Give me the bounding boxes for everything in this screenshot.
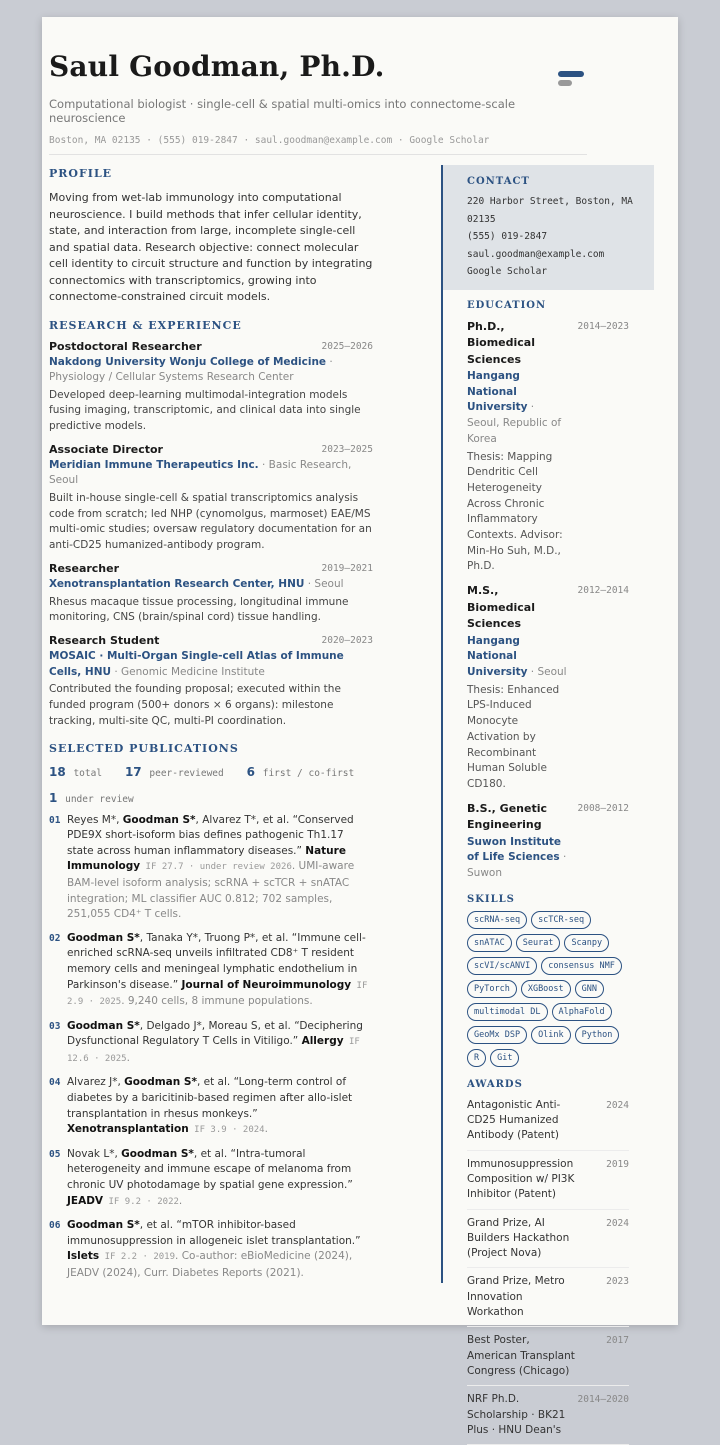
skill-chip: Scanpy [564, 934, 609, 952]
publication-notes: . 9,240 cells, 8 immune populations. [121, 995, 312, 1007]
job-entry [49, 562, 373, 626]
skill-chip: consensus NMF [541, 957, 622, 975]
publication-meta: IF 2.2 · 2019 [99, 1252, 175, 1262]
skill-chip: scTCR-seq [531, 911, 591, 929]
publication-authors-pre: Alvarez J*, [67, 1076, 124, 1088]
job-title: Postdoctoral Researcher [49, 340, 373, 353]
job-description: Contributed the founding proposal; executed within the funded program (500+ donors × 6 organs): milestone tracking, multi-site QC, multi-PI coordination. [49, 682, 373, 729]
job-org [49, 355, 373, 386]
publication-item [49, 1218, 373, 1281]
education-institution [467, 835, 567, 882]
job-org-name: Meridian Immune Therapeutics Inc. [49, 459, 259, 471]
education-institution [467, 369, 567, 448]
stat-under-review: 1 under review [49, 791, 373, 805]
skill-chip: AlphaFold [552, 1003, 612, 1021]
job-dates: 2019–2021 [322, 563, 373, 574]
publication-journal: Xenotransplantation [67, 1123, 189, 1135]
award-title: Grand Prize, AI Builders Hackathon (Project Nova) [467, 1216, 579, 1262]
publication-number: 04 [49, 1075, 60, 1091]
award-year: 2014–2020 [578, 1392, 629, 1407]
education-entry [467, 801, 629, 882]
publication-item [49, 1019, 373, 1068]
education-dates: 2008–2012 [578, 803, 629, 814]
profile-heading: PROFILE [49, 167, 373, 180]
job-entry [49, 443, 373, 554]
publication-journal: Islets [67, 1250, 99, 1262]
publication-meta: IF 12.6 · 2025 [67, 1037, 360, 1064]
skill-chip: PyTorch [467, 980, 517, 998]
education-institution-name: Suwon Institute of Life Sciences [467, 836, 561, 864]
publication-notes: . [127, 1052, 130, 1064]
publication-title: , Delgado J*, Moreau S, et al. “Deciphering Dysfunctional Regulatory T Cells in Vitiligo.” [67, 1020, 363, 1048]
tagline: Computational biologist · single-cell & spatial multi-omics into connectome-scale neuroscience [49, 97, 589, 125]
profile-text: Moving from wet-lab immunology into computational neuroscience. I build methods that infer cellular identity, state, and interaction from large, incomplete single-cell and spatial data. Research objective: connect molecular cell identity to circuit structure and function by integrating connectomics with transcriptomics, growing into connectome-constrained circuit models. [49, 190, 373, 306]
publication-self-author: Goodman S* [67, 932, 140, 944]
publication-number: 05 [49, 1147, 60, 1163]
education-location: · Seoul, Republic of Korea [467, 401, 561, 444]
education-dates: 2012–2014 [578, 585, 629, 596]
publication-item [49, 1075, 373, 1138]
award-title: Grand Prize, Metro Innovation Workathon [467, 1274, 579, 1320]
education-institution-name: Hangang National University [467, 370, 527, 413]
job-title: Associate Director [49, 443, 373, 456]
publication-number: 03 [49, 1019, 60, 1035]
award-item [467, 1327, 629, 1386]
job-dates: 2020–2023 [322, 635, 373, 646]
publication-meta: IF 9.2 · 2022 [103, 1197, 179, 1207]
publication-notes: . [179, 1195, 182, 1207]
education-entry [467, 583, 629, 793]
publication-number: 01 [49, 813, 60, 829]
education-location: · Seoul [527, 666, 566, 678]
skill-chip: R [467, 1049, 486, 1067]
job-org-name: Xenotransplantation Research Center, HNU [49, 578, 304, 590]
publication-number: 06 [49, 1218, 60, 1234]
skill-chip: Git [490, 1049, 519, 1067]
experience-list [49, 340, 373, 730]
publication-title: , et al. “mTOR inhibitor-based immunosuppression in allogeneic islet transplantation.” [67, 1219, 361, 1247]
skill-chip: scVI/scANVI [467, 957, 537, 975]
publication-meta: IF 27.7 · under review 2026 [140, 862, 292, 872]
contact-scholar-link[interactable]: Google Scholar [467, 263, 638, 281]
award-year: 2024 [606, 1216, 629, 1231]
publication-item [49, 1147, 373, 1210]
skill-chip: GeoMx DSP [467, 1026, 527, 1044]
contact-values [467, 193, 638, 281]
publication-title: , Tanaka Y*, Truong P*, et al. “Immune cell-enriched scRNA-seq unveils infiltrated CD8⁺ T resident memory cells and meningeal lymphatic endothelium in Parkinson's disease.” [67, 932, 366, 991]
publications-heading: SELECTED PUBLICATIONS [49, 742, 373, 755]
award-title: Immunosuppression Composition w/ PI3K Inhibitor (Patent) [467, 1157, 579, 1203]
education-institution [467, 634, 567, 681]
job-entry [49, 634, 373, 729]
education-thesis: Thesis: Enhanced LPS-Induced Monocyte Activation by Recombinant Human Soluble CD180. [467, 683, 567, 793]
award-year: 2019 [606, 1157, 629, 1172]
skill-chip: Olink [531, 1026, 571, 1044]
contact-email[interactable]: saul.goodman@example.com [467, 246, 638, 264]
publication-journal: Allergy [302, 1035, 344, 1047]
education-section [443, 300, 629, 1445]
education-degree: Ph.D., Biomedical Sciences [467, 319, 567, 369]
publication-title: , et al. “Intra-tumoral heterogeneity and immune escape of melanoma from chronic UV photodamage by spatial gene expression.” [67, 1148, 353, 1191]
education-degree: B.S., Genetic Engineering [467, 801, 567, 834]
skill-chip: multimodal DL [467, 1003, 548, 1021]
skill-chip: XGBoost [521, 980, 571, 998]
job-description: Developed deep-learning multimodal-integration models fusing imaging, transcriptomic, and clinical data into single predictive models. [49, 388, 373, 435]
publication-meta: IF 2.9 · 2025 [67, 981, 367, 1008]
award-item [467, 1386, 629, 1445]
awards-list [467, 1092, 629, 1445]
award-item [467, 1092, 629, 1151]
publication-list [49, 813, 373, 1282]
awards-heading: AWARDS [467, 1079, 629, 1090]
publication-authors-pre: Reyes M*, [67, 814, 123, 826]
publication-stats [49, 765, 373, 779]
contact-heading: CONTACT [467, 176, 638, 187]
logo-icon [558, 71, 584, 86]
education-degree: M.S., Biomedical Sciences [467, 583, 567, 633]
publication-self-author: Goodman S* [67, 1219, 140, 1231]
header-divider [49, 154, 587, 155]
award-item [467, 1151, 629, 1210]
job-description: Built in-house single-cell & spatial transcriptomics analysis code from scratch; led NHP (cynomolgus, marmoset) EAE/MS multi-omic studies; oversaw regulatory documentation for an anti-CD25 humanized-antibody program. [49, 491, 373, 554]
stat-total: 18 total [49, 768, 102, 779]
publication-notes: . [265, 1123, 268, 1135]
contact-phone: (555) 019-2847 [467, 228, 638, 246]
job-dates: 2025–2026 [322, 341, 373, 352]
job-org-location: · Seoul [304, 578, 343, 590]
publication-journal: JEADV [67, 1195, 103, 1207]
skill-chip: Seurat [516, 934, 561, 952]
job-org [49, 458, 373, 489]
header-contact-line: Boston, MA 02135 · (555) 019-2847 · saul.goodman@example.com · Google Scholar [49, 135, 589, 146]
publication-title: , Alvarez T*, et al. “Conserved PDE9X short-isoform bias defines pathogenic Th1.17 state across human inflammatory diseases.” [67, 814, 354, 857]
contact-box [443, 165, 654, 290]
publication-title: , et al. “Long-term control of diabetes by a baricitinib-based regimen after allo-islet transplantation in rhesus monkeys.” [67, 1076, 352, 1119]
award-year: 2017 [606, 1333, 629, 1348]
main-column [49, 165, 373, 1282]
award-title: Antagonistic Anti-CD25 Humanized Antibody (Patent) [467, 1098, 579, 1144]
skill-chip: snATAC [467, 934, 512, 952]
job-title: Research Student [49, 634, 373, 647]
publication-meta: IF 3.9 · 2024 [189, 1125, 265, 1135]
stat-peer-reviewed: 17 peer-reviewed [125, 768, 224, 779]
publication-self-author: Goodman S* [124, 1076, 197, 1088]
education-dates: 2014–2023 [578, 321, 629, 332]
job-entry [49, 340, 373, 435]
publication-journal: Nature Immunology [67, 845, 346, 873]
experience-heading: RESEARCH & EXPERIENCE [49, 319, 373, 332]
education-institution-name: Hangang National University [467, 635, 527, 678]
publication-self-author: Goodman S* [67, 1020, 140, 1032]
sidebar [443, 165, 654, 1445]
award-year: 2024 [606, 1098, 629, 1113]
person-name: Saul Goodman, Ph.D. [49, 50, 589, 83]
publication-notes: . UMI-aware BAM-level isoform analysis; scRNA + scTCR + snATAC integration; ML classifier AUC 0.812; 702 samples, 251,055 CD4⁺ T cells. [67, 860, 354, 920]
award-item [467, 1210, 629, 1269]
award-title: NRF Ph.D. Scholarship · BK21 Plus · HNU Dean's [467, 1392, 579, 1438]
job-org-name: Nakdong University Wonju College of Medicine [49, 356, 326, 368]
award-title: Best Poster, American Transplant Congress (Chicago) [467, 1333, 579, 1379]
publication-number: 02 [49, 931, 60, 947]
publication-journal: Journal of Neuroimmunology [182, 979, 352, 991]
skill-chip: GNN [575, 980, 604, 998]
education-heading: EDUCATION [467, 300, 629, 311]
stat-first: 6 first / co-first [247, 768, 355, 779]
skill-chip: scRNA-seq [467, 911, 527, 929]
contact-address: 220 Harbor Street, Boston, MA 02135 [467, 193, 638, 228]
publication-notes: . Co-author: eBioMedicine (2024), JEADV (2024), Curr. Diabetes Reports (2021). [67, 1250, 352, 1279]
award-item [467, 1268, 629, 1327]
job-org-location: · Basic Research, Seoul [49, 459, 351, 487]
job-dates: 2023–2025 [322, 444, 373, 455]
education-thesis: Thesis: Mapping Dendritic Cell Heterogeneity Across Chronic Inflammatory Contexts. Advisor: Min-Ho Suh, M.D., Ph.D. [467, 450, 567, 576]
education-location: · Suwon [467, 851, 566, 879]
publication-item [49, 931, 373, 1011]
skill-chip: Python [575, 1026, 620, 1044]
skills-list [467, 911, 629, 1067]
job-org [49, 649, 373, 680]
award-year: 2023 [606, 1274, 629, 1289]
job-title: Researcher [49, 562, 373, 575]
publication-self-author: Goodman S* [121, 1148, 194, 1160]
resume-header [49, 50, 589, 146]
job-description: Rhesus macaque tissue processing, longitudinal immune monitoring, CNS (brain/spinal cord) tissue handling. [49, 595, 373, 627]
job-org-name: MOSAIC · Multi-Organ Single-cell Atlas of Immune Cells, HNU [49, 650, 344, 678]
education-entry [467, 319, 629, 576]
publication-item [49, 813, 373, 923]
publication-self-author: Goodman S* [123, 814, 196, 826]
education-list [467, 319, 629, 882]
job-org [49, 577, 373, 593]
skills-heading: SKILLS [467, 894, 629, 905]
job-org-location: · Physiology / Cellular Systems Research Center [49, 356, 333, 384]
job-org-location: · Genomic Medicine Institute [111, 666, 265, 678]
publication-authors-pre: Novak L*, [67, 1148, 121, 1160]
